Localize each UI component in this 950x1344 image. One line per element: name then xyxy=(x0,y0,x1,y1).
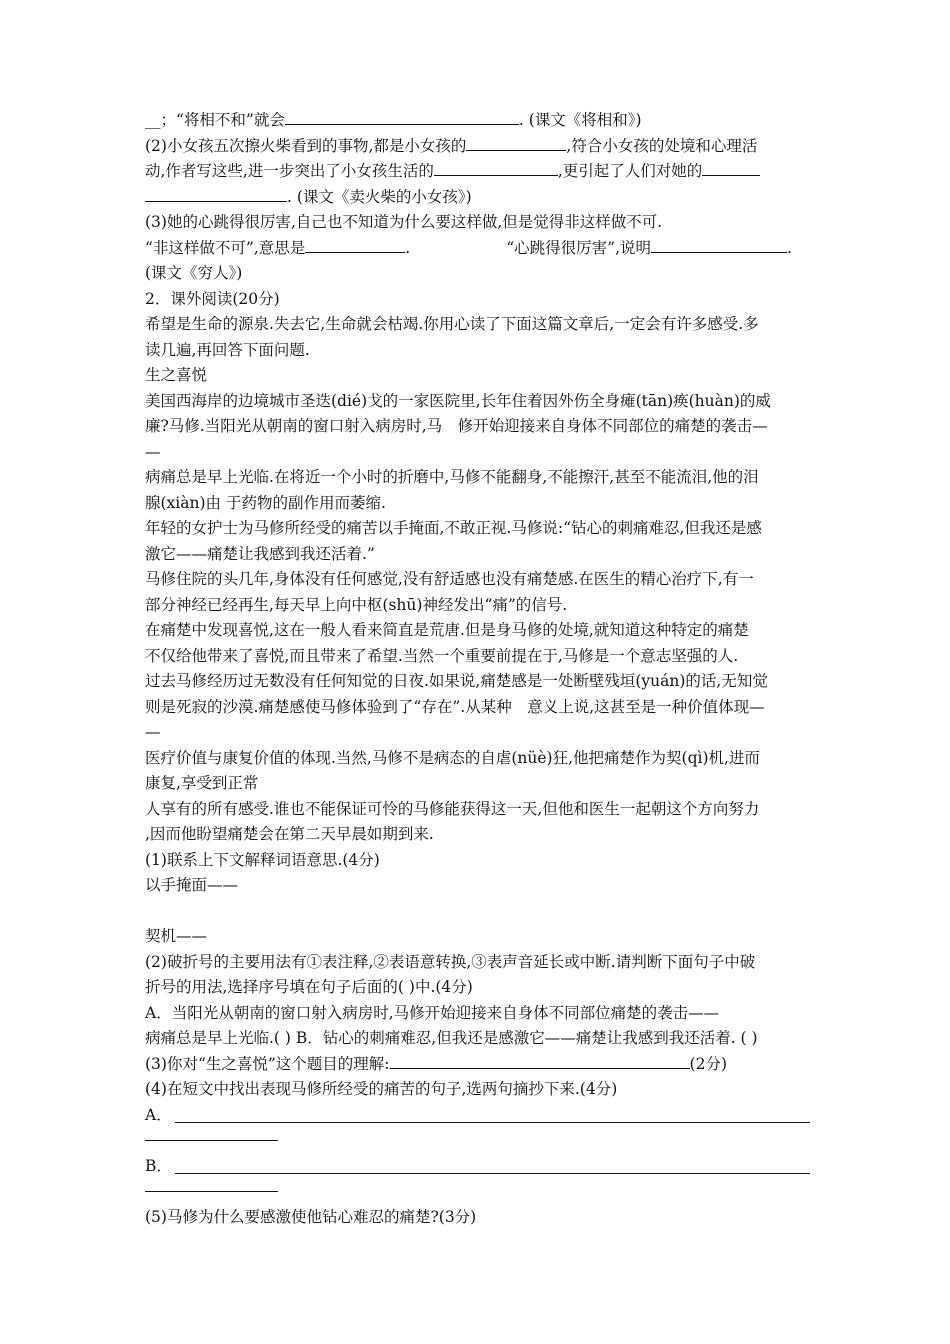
question-3 xyxy=(145,1052,810,1078)
text-line xyxy=(145,185,810,211)
text-line: 折号的用法,选择序号填在句子后面的( )中.(4分) xyxy=(145,978,473,996)
answer-blank[interactable] xyxy=(145,185,287,202)
question-2: (2)破折号的主要用法有①表注释,②表语意转换,③表声音延长或中断.请判断下面句子中破 xyxy=(145,952,756,971)
section-heading: 2．课外阅读(20分) xyxy=(145,289,280,308)
text-segment: (3)你对“生之喜悦”这个题目的理解: xyxy=(145,1054,390,1073)
text-line: 以手掩面—— xyxy=(145,876,239,894)
text-line: 马修住院的头几年,身体没有任何感觉,没有舒适感也没有痛楚感.在医生的精心治疗下,有一 xyxy=(145,570,754,588)
answer-blank[interactable] xyxy=(651,236,787,253)
question-4: (4)在短文中找出表现马修所经受的痛苦的句子,选两句摘抄下来.(4分) xyxy=(145,1080,618,1098)
text-line: 病痛总是早上光临.在将近一个小时的折磨中,马修不能翻身,不能擦汗,甚至不能流泪,他的泪 xyxy=(145,468,759,486)
option-label: B． xyxy=(145,1156,172,1175)
text-segment: . xyxy=(405,238,411,257)
text-line: 腺(xiàn)由 于药物的副作用而萎缩. xyxy=(145,493,386,512)
text-line: 病痛总是早上光临.( ) B．钻心的刺痛难忍,但我还是感激它——痛楚让我感到我还活着. ( ) xyxy=(145,1029,758,1047)
text-line: 希望是生命的源泉.失去它,生命就会枯竭.你用心读了下面这篇文章后,一定会有许多感受.多 xyxy=(145,315,759,333)
answer-blank[interactable] xyxy=(434,159,558,176)
answer-blank[interactable] xyxy=(285,108,519,125)
text-line: 部分神经已经再生,每天早上向中枢(shū)神经发出“痛”的信号. xyxy=(145,595,568,614)
document-page xyxy=(145,108,810,1230)
answer-line-b-cont[interactable] xyxy=(145,1179,810,1205)
text-segment: . xyxy=(787,238,792,257)
answer-line-a[interactable] xyxy=(145,1103,810,1129)
text-line: 在痛楚中发现喜悦,这在一般人看来简直是荒唐.但是身马修的处境,就知道这种特定的痛楚 xyxy=(145,621,749,639)
text-line: 契机—— xyxy=(145,927,208,945)
text-line: 医疗价值与康复价值的体现.当然,马修不是病态的自虐(nüè)狂,他把痛楚作为契(qì)机,进而 xyxy=(145,748,760,767)
text-line: 激它——痛楚让我感到我还活着.” xyxy=(145,544,375,563)
text-segment: (2)小女孩五次擦火柴看到的事物,都是小女孩的 xyxy=(145,136,467,155)
text-line xyxy=(145,159,810,185)
answer-blank[interactable] xyxy=(305,236,405,253)
text-line: A．当阳光从朝南的窗口射入病房时,马修开始迎接来自身体不同部位痛楚的袭击—— xyxy=(145,1003,720,1022)
article-title: 生之喜悦 xyxy=(145,366,208,384)
text-line: 过去马修经历过无数没有任何知觉的日夜.如果说,痛楚感是一处断壁残垣(yuán)的话,无知觉 xyxy=(145,672,768,690)
text-segment: 动,作者写这些,进一步突出了小女孩生活的 xyxy=(145,162,434,180)
answer-line-a-cont[interactable] xyxy=(145,1128,810,1154)
text-segment: “非这样做不可”,意思是 xyxy=(145,238,306,257)
text-line: ,因而他盼望痛楚会在第二天早晨如期到来. xyxy=(145,825,434,843)
text-line: 人享有的所有感受.谁也不能保证可怜的马修能获得这一天,但他和医生一起朝这个方向努力 xyxy=(145,799,760,818)
text-line: — xyxy=(145,442,161,461)
text-segment: (2分) xyxy=(689,1054,727,1073)
text-line xyxy=(145,134,810,160)
text-line: 读几遍,再回答下面问题. xyxy=(145,340,310,359)
text-segment: __；“将相不和”就会 xyxy=(145,111,285,129)
text-line: 康复,享受到正常 xyxy=(145,774,259,792)
answer-blank[interactable] xyxy=(390,1052,690,1069)
text-segment: . (课文《卖火柴的小女孩》) xyxy=(287,187,472,206)
text-line: 则是死寂的沙漠.痛楚感使马修体验到了“存在”.从某种 意义上说,这甚至是一种价值体现— xyxy=(145,697,765,716)
text-segment: “心跳得很厉害”,说明 xyxy=(506,238,651,257)
text-segment: ,更引起了人们对她的 xyxy=(557,162,703,180)
answer-blank[interactable] xyxy=(466,134,566,151)
text-segment: . (课文《将相和》) xyxy=(518,111,642,129)
text-line: 年轻的女护士为马修所经受的痛苦以手掩面,不敢正视.马修说:“钻心的刺痛难忍,但我还是感 xyxy=(145,519,762,537)
text-line xyxy=(145,108,810,134)
option-label: A． xyxy=(145,1105,172,1124)
text-line: (课文《穷人》) xyxy=(145,264,243,282)
text-line: 美国西海岸的边境城市圣迭(dié)戈的一家医院里,长年住着因外伤全身瘫(tān)痪(huàn)的威 xyxy=(145,391,771,410)
question-5: (5)马修为什么要感激使他钻心难忍的痛楚?(3分) xyxy=(145,1207,477,1226)
text-segment: ,符合小女孩的处境和心理活 xyxy=(566,136,758,155)
text-line xyxy=(145,236,810,262)
text-line: 不仅给他带来了喜悦,而且带来了希望.当然一个重要前提在于,马修是一个意志坚强的人. xyxy=(145,646,739,665)
answer-line-b[interactable] xyxy=(145,1154,810,1180)
text-line: — xyxy=(145,723,161,741)
question-1: (1)联系上下文解释词语意思.(4分) xyxy=(145,850,380,869)
text-line: (3)她的心跳得很厉害,自己也不知道为什么要这样做,但是觉得非这样做不可. xyxy=(145,213,663,231)
answer-blank[interactable] xyxy=(702,159,760,176)
text-line: 廉?马修.当阳光从朝南的窗口射入病房时,马 修开始迎接来自身体不同部位的痛楚的袭击— xyxy=(145,417,768,435)
